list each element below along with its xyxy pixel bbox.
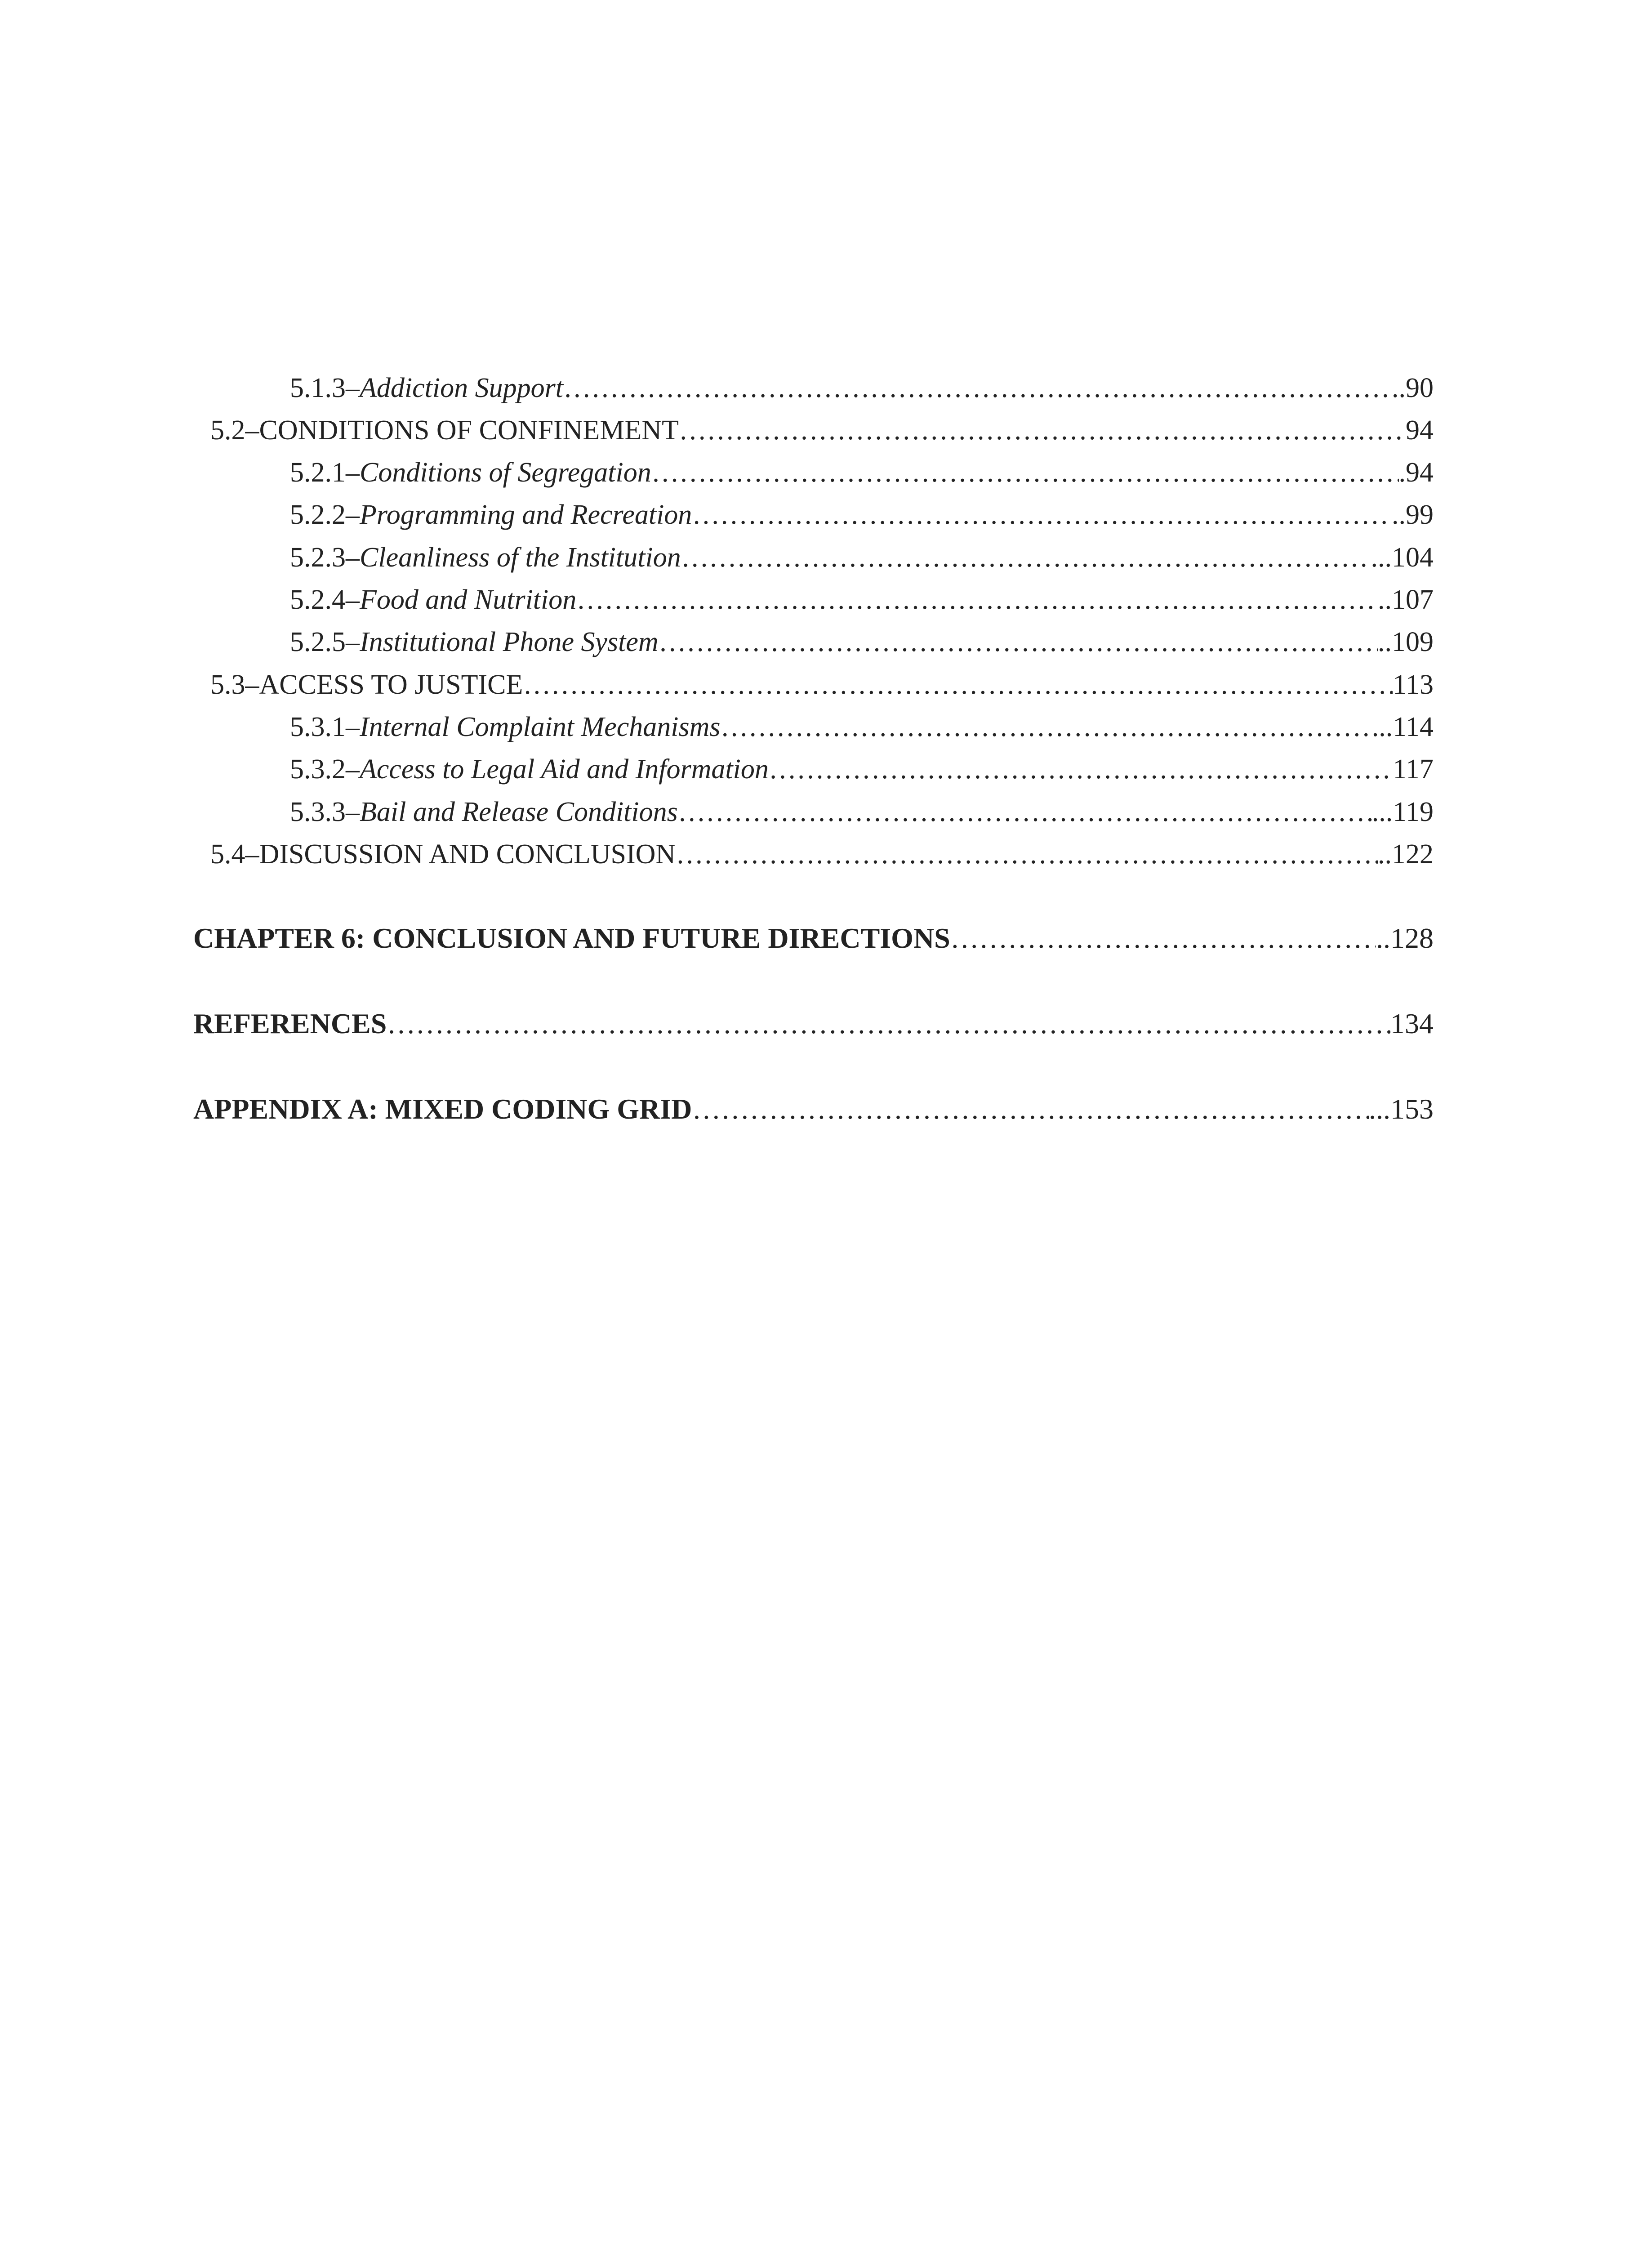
toc-entry-5-1-3[interactable] <box>290 367 1434 409</box>
toc-entry-separator: – <box>245 669 259 700</box>
toc-entry-page: 134 <box>1390 1008 1434 1039</box>
toc-entry-title: Access to Legal Aid and Information <box>360 754 769 785</box>
toc-entry-5-2-5[interactable] <box>290 621 1434 663</box>
dot-leader <box>950 917 1376 959</box>
toc-entry-number: 5.3.2 <box>290 754 346 785</box>
toc-entry-number: 5.1.3 <box>290 373 346 403</box>
toc-entry-number: 5.2.5 <box>290 627 346 657</box>
toc-entry-separator: – <box>346 627 360 657</box>
toc-entry-separator: – <box>346 584 360 615</box>
dot-leader <box>676 833 1378 875</box>
toc-entry-number: 5.2.1 <box>290 457 346 488</box>
toc-entry-5-3-2[interactable] <box>290 748 1434 790</box>
toc-entry-5-2-1[interactable] <box>290 451 1434 494</box>
toc-entry-title: REFERENCES <box>193 1008 387 1039</box>
dot-leader <box>681 536 1371 579</box>
toc-entry-references[interactable] <box>193 1003 1434 1045</box>
toc-entry-separator: – <box>245 839 259 870</box>
toc-entry-title: Cleanliness of the Institution <box>360 542 681 573</box>
dot-leader <box>769 748 1393 790</box>
toc-entry-separator: – <box>346 457 360 488</box>
toc-entry-appendix-a[interactable] <box>193 1088 1434 1130</box>
toc-entry-page: ..109 <box>1378 627 1434 657</box>
dot-leader <box>576 579 1378 621</box>
toc-entry-title: ACCESS TO JUSTICE <box>259 669 523 700</box>
dot-leader <box>679 409 1406 451</box>
toc-entry-page: ...104 <box>1371 542 1434 573</box>
toc-entry-page: ..90 <box>1392 373 1434 403</box>
toc-entry-5-2-3[interactable] <box>290 536 1434 579</box>
toc-entry-title: Bail and Release Conditions <box>360 797 678 827</box>
dot-leader <box>387 1003 1390 1045</box>
toc-entry-title: Conditions of Segregation <box>360 457 651 488</box>
toc-entry-number: 5.3.1 <box>290 712 346 742</box>
toc-entry-number: 5.3.3 <box>290 797 346 827</box>
toc-entry-title: APPENDIX A: MIXED CODING GRID <box>193 1093 692 1125</box>
toc-entry-page: 117 <box>1393 754 1434 785</box>
dot-leader <box>651 451 1399 494</box>
toc-entry-page: ..114 <box>1379 712 1434 742</box>
toc-entry-title: Institutional Phone System <box>360 627 659 657</box>
dot-leader <box>692 494 1392 536</box>
toc-entry-separator: – <box>346 500 360 530</box>
toc-entry-title: Programming and Recreation <box>360 500 692 530</box>
toc-entry-page: .94 <box>1398 457 1434 488</box>
toc-entry-title: CHAPTER 6: CONCLUSION AND FUTURE DIRECTIONS <box>193 922 950 954</box>
toc-entry-chapter-6[interactable] <box>193 917 1434 959</box>
toc-entry-page: ..99 <box>1392 500 1434 530</box>
dot-leader <box>721 706 1379 748</box>
toc-entry-separator: – <box>346 797 360 827</box>
toc-entry-page: 94 <box>1406 415 1434 446</box>
dot-leader <box>678 791 1372 833</box>
toc-entry-title: Food and Nutrition <box>360 584 577 615</box>
toc-entry-title: Internal Complaint Mechanisms <box>360 712 721 742</box>
toc-entry-page: ...119 <box>1371 797 1434 827</box>
toc-entry-page: ...153 <box>1369 1093 1434 1125</box>
toc-entry-5-3-3[interactable] <box>290 791 1434 833</box>
toc-entry-number: 5.3 <box>210 669 245 700</box>
toc-entry-page: ..107 <box>1378 584 1434 615</box>
toc-entry-separator: – <box>346 542 360 573</box>
toc-entry-5-2-4[interactable] <box>290 579 1434 621</box>
toc-entry-page: ..122 <box>1378 839 1434 870</box>
toc-entry-5-2-2[interactable] <box>290 494 1434 536</box>
dot-leader <box>523 664 1393 706</box>
toc-entry-title: CONDITIONS OF CONFINEMENT <box>259 415 679 446</box>
toc-entry-page: ..128 <box>1376 922 1434 954</box>
dot-leader <box>659 621 1378 663</box>
toc-entry-page: 113 <box>1393 669 1434 700</box>
toc-entry-number: 5.2.4 <box>290 584 346 615</box>
dot-leader <box>563 367 1392 409</box>
toc-entry-separator: – <box>346 373 360 403</box>
toc-entry-5-2[interactable] <box>210 409 1434 451</box>
toc-entry-5-3-1[interactable] <box>290 706 1434 748</box>
toc-entry-5-3[interactable] <box>210 664 1434 706</box>
toc-entry-title: Addiction Support <box>360 373 563 403</box>
dot-leader <box>692 1088 1369 1130</box>
toc-entry-number: 5.2.3 <box>290 542 346 573</box>
toc-entry-separator: – <box>245 415 259 446</box>
toc-entry-number: 5.2.2 <box>290 500 346 530</box>
toc-entry-separator: – <box>346 754 360 785</box>
toc-entry-number: 5.4 <box>210 839 245 870</box>
toc-entry-5-4[interactable] <box>210 833 1434 875</box>
toc-entry-title: DISCUSSION AND CONCLUSION <box>259 839 676 870</box>
toc-entry-separator: – <box>346 712 360 742</box>
toc-entry-number: 5.2 <box>210 415 245 446</box>
